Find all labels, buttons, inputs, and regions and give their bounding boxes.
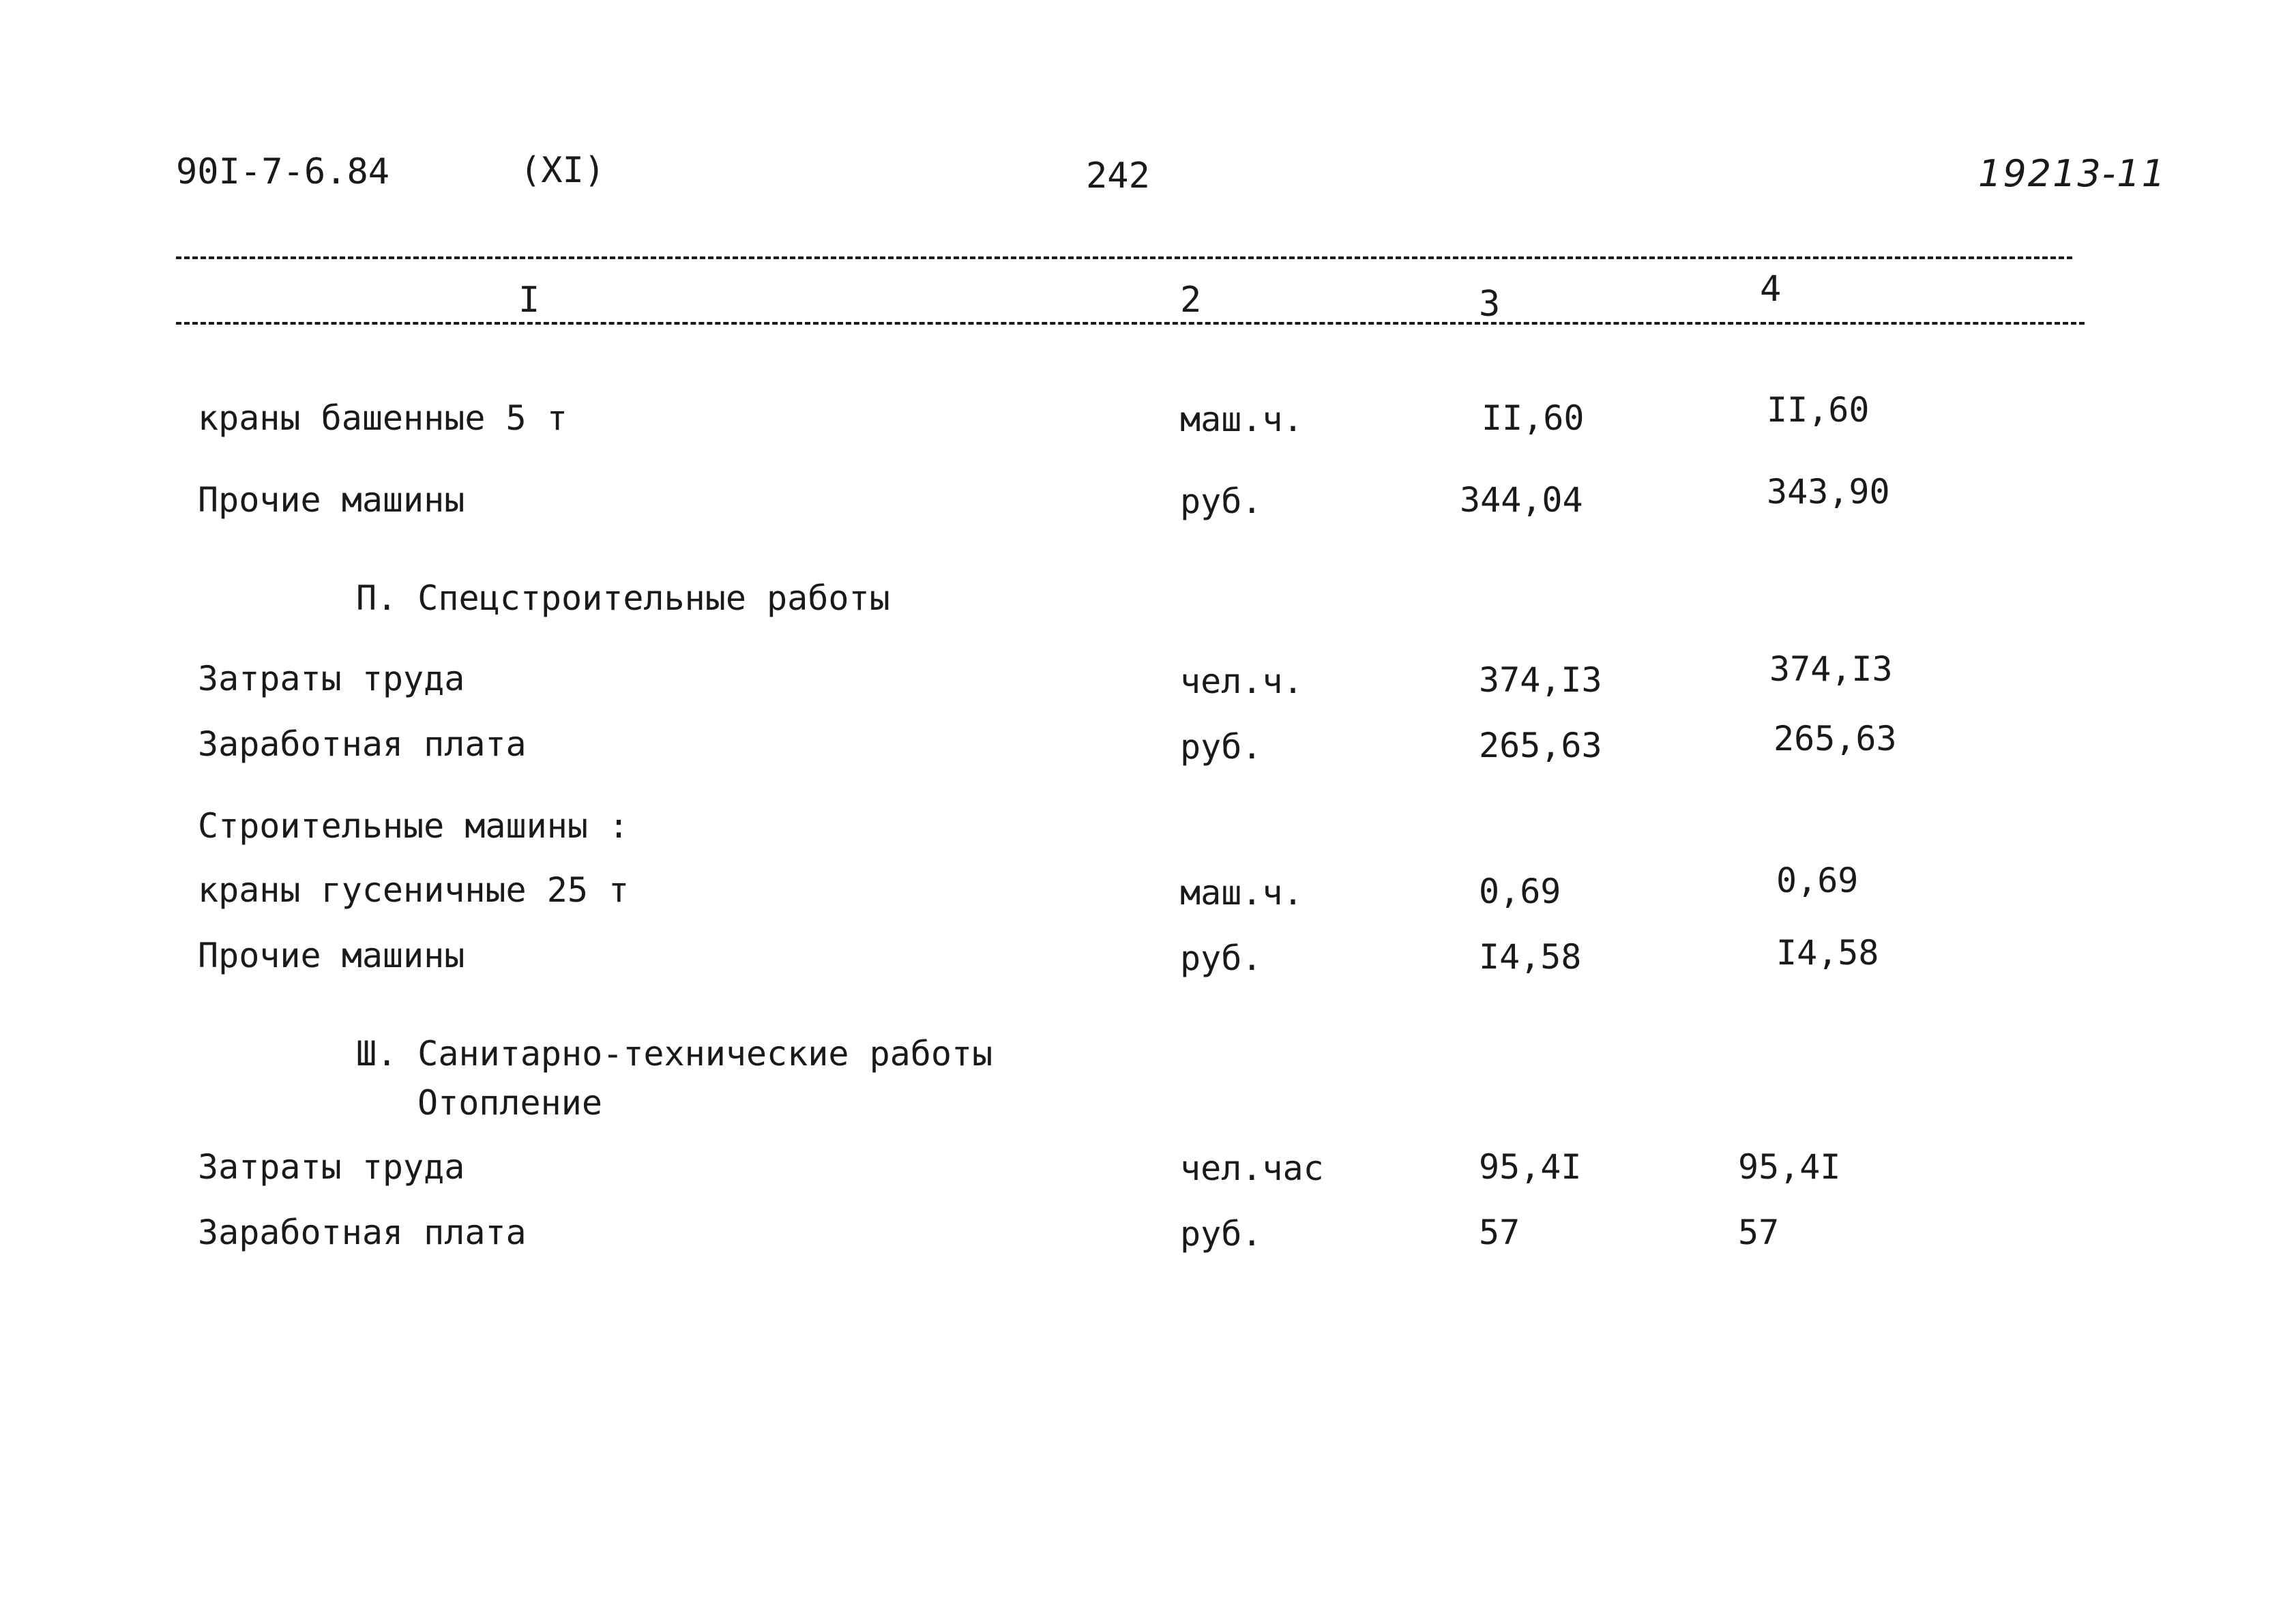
- row-value-col4: 343,90: [1767, 472, 1890, 512]
- row-name: Затраты труда: [198, 659, 465, 698]
- archive-stamp: 19213-11: [1978, 152, 2166, 195]
- row-value-col4: I4,58: [1776, 933, 1879, 973]
- row-unit: руб.: [1180, 1214, 1263, 1254]
- row-value-col3: 265,63: [1479, 726, 1602, 765]
- section-heading: П. Спецстроительные работы: [356, 578, 890, 618]
- row-name: Затраты труда: [198, 1147, 465, 1187]
- row-unit: руб.: [1180, 938, 1263, 978]
- row-value-col4: 0,69: [1776, 861, 1859, 900]
- row-value-col4: 374,I3: [1769, 649, 1893, 689]
- row-name: Прочие машины: [198, 936, 465, 975]
- page-number: 242: [1086, 156, 1150, 196]
- row-value-col4: II,60: [1767, 390, 1870, 430]
- row-name: Заработная плата: [198, 1213, 527, 1252]
- row-value-col3: 0,69: [1479, 872, 1561, 911]
- row-value-col3: 374,I3: [1479, 660, 1602, 700]
- row-unit: маш.ч.: [1180, 400, 1304, 439]
- column-number-4: 4: [1760, 269, 1782, 310]
- row-value-col4: 57: [1738, 1213, 1780, 1252]
- column-number-2: 2: [1180, 280, 1202, 321]
- row-name: краны гусеничные 25 т: [198, 870, 630, 910]
- table-top-rule: [176, 256, 2072, 259]
- row-value-col3: I4,58: [1479, 937, 1582, 977]
- row-unit: чел.ч.: [1180, 662, 1304, 701]
- column-number-1: I: [518, 280, 540, 321]
- document-code: 90I-7-6.84: [176, 151, 390, 192]
- column-number-3: 3: [1479, 284, 1501, 325]
- row-unit: руб.: [1180, 482, 1263, 521]
- table-header-rule: [176, 322, 2085, 325]
- row-unit: чел.час: [1180, 1149, 1324, 1188]
- row-value-col3: II,60: [1482, 398, 1585, 438]
- row-name: краны башенные 5 т: [198, 398, 568, 438]
- row-value-col3: 57: [1479, 1213, 1520, 1252]
- row-unit: руб.: [1180, 727, 1263, 767]
- row-name: Прочие машины: [198, 480, 465, 520]
- row-value-col3: 344,04: [1460, 480, 1583, 520]
- row-name: Заработная плата: [198, 724, 527, 764]
- group-label: Строительные машины :: [198, 806, 630, 846]
- row-unit: маш.ч.: [1180, 873, 1304, 913]
- row-value-col4: 95,4I: [1738, 1147, 1841, 1187]
- row-value-col3: 95,4I: [1479, 1147, 1582, 1187]
- section-heading: Ш. Санитарно-технические работы: [356, 1034, 993, 1074]
- part-number: (XI): [520, 150, 606, 191]
- subsection-heading: Отопление: [417, 1083, 602, 1123]
- row-value-col4: 265,63: [1773, 719, 1897, 758]
